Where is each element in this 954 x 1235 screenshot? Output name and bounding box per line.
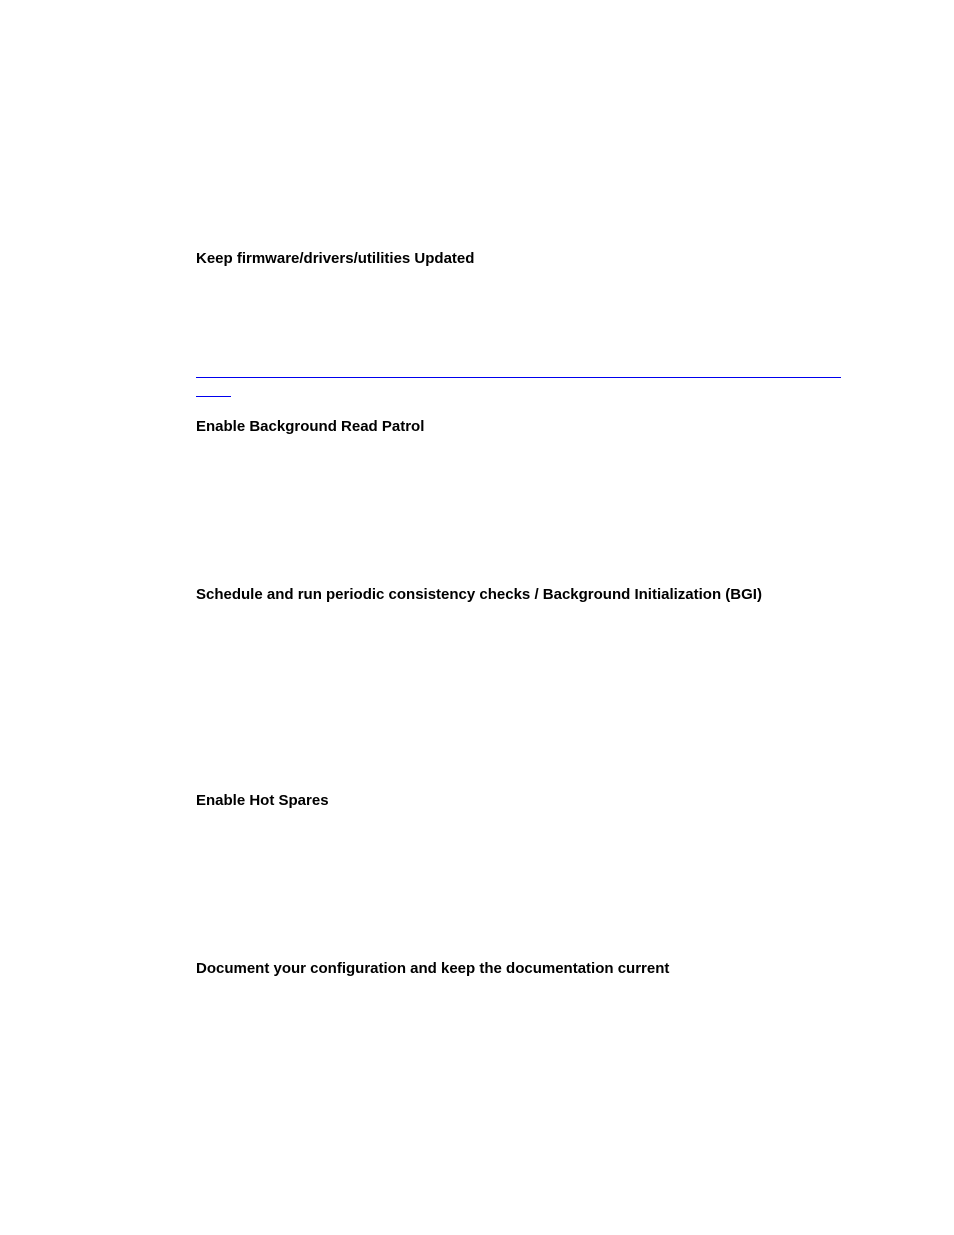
heading-schedule-consistency-checks: Schedule and run periodic consistency checks / Background Initialization (BGI) xyxy=(196,586,762,603)
hyperlink-underline-line-2[interactable] xyxy=(196,396,231,397)
heading-document-configuration: Document your configuration and keep the documentation current xyxy=(196,960,670,977)
hyperlink-underline-line-1[interactable] xyxy=(196,377,841,378)
heading-enable-background-read-patrol: Enable Background Read Patrol xyxy=(196,418,425,435)
heading-keep-firmware-updated: Keep firmware/drivers/utilities Updated xyxy=(196,250,475,267)
heading-enable-hot-spares: Enable Hot Spares xyxy=(196,792,329,809)
